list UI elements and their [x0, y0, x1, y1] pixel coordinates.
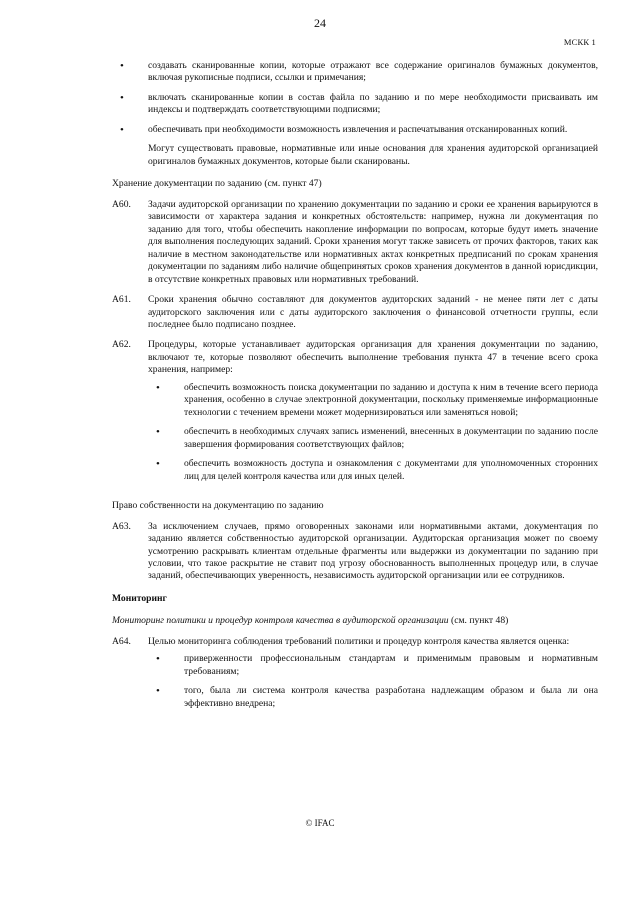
page-number: 24: [314, 16, 326, 30]
paragraph-text: Задачи аудиторской организации по хранению документации по заданию и сроки ее хранения варьируются в зависимости от характера задания и конкретных обстоятельств: например, нужна ли документация по заданию для того, чтобы обеспечить накопление информации по вопросам, которые будут иметь значение для выполнения последующих заданий. Сроки хранения могут также зависеть от прочих факторов, таких как наличие в местном законодательстве или нормативных актах конкретных предписаний по срокам хранения документации по заданиям либо наличие общепринятых сроков хранения документов в данной юрисдикции, в отсутствие конкретных правовых или нормативных требований.: [148, 198, 598, 285]
note-paragraph: Могут существовать правовые, нормативные или иные основания для хранения аудиторской организацией оригиналов бумажных документов, которые были сканированы.: [148, 143, 598, 167]
list-item: • создавать сканированные копии, которые отражают все содержание оригиналов бумажных документов, включая рукописные подписи, ссылки и примечания;: [112, 60, 598, 85]
list-item: • включать сканированные копии в состав файла по заданию и по мере необходимости присваивать им индексы и подтверждать соответствующими подписями;: [112, 92, 598, 117]
paragraph-number: А61.: [112, 294, 131, 306]
section-heading-storage: Хранение документации по заданию (см. пункт 47): [112, 178, 322, 190]
list-item: • обеспечивать при необходимости возможность извлечения и распечатывания отсканированных копий.: [112, 124, 598, 136]
paragraph-a63: [112, 521, 598, 583]
list-item: • обеспечить возможность поиска документации по заданию и доступа к ним в течение всего периода хранения, особенно в случае электронной документации, поскольку применяемые информационные технологии с течением времени может модернизироваться или заменяться новой;: [148, 382, 598, 419]
paragraph-text: Процедуры, которые устанавливает аудиторская организация для хранения документации по заданию, включают те, которые позволяют обеспечить выполнение требования пункта 47 в течение всего срока хранения, например:: [148, 339, 598, 376]
paragraph-number: А60.: [112, 198, 131, 210]
paragraph-text: Сроки хранения обычно составляют для документов аудиторских заданий - не менее пяти лет с даты аудиторского заключения или с даты аудиторского заключения о финансовой отчетности группы, если последнее было подписано позднее.: [148, 294, 598, 330]
section-heading-monitoring: Мониторинг: [112, 592, 167, 604]
list-item: • обеспечить в необходимых случаях запись изменений, внесенных в документации по заданию после завершения формирования соответствующих файлов;: [148, 426, 598, 451]
paragraph-a60: [112, 199, 598, 286]
paragraph-number: А62.: [112, 339, 131, 351]
paragraph-a62: [112, 339, 598, 490]
paragraph-number: А64.: [112, 635, 131, 647]
paragraph-text: Целью мониторинга соблюдения требований политики и процедур контроля качества является оценка:: [148, 635, 570, 647]
subheading-italic-text: Мониторинг политики и процедур контроля качества в аудиторской организации: [112, 615, 449, 627]
list-item: • того, была ли система контроля качества разработана надлежащим образом и была ли она эффективно внедрена;: [148, 685, 598, 710]
page-content: [112, 60, 598, 725]
list-item: • приверженности профессиональным стандартам и применимым правовым и нормативным требованиям;: [148, 653, 598, 678]
paragraph-body: [148, 339, 598, 490]
paragraph-text: За исключением случаев, прямо оговоренных законами или нормативными актами, документация по заданию является собственностью аудиторской организации. Аудиторская организация может по своему усмотрению раскрывать клиентам отдельные фрагменты или выдержки из документации по заданию при условии, что такое раскрытие не ставит под угрозу обоснованность выполненных процедур или, в случае заданий, обеспечивающих уверенность, независимость аудиторской организации или ее сотрудников.: [148, 520, 598, 582]
list-item: • обеспечить возможность доступа и ознакомления с документами для уполномоченных сторонних лиц для целей контроля качества или для иных целей.: [148, 458, 598, 483]
paragraph-body: [148, 636, 598, 717]
paragraph-number: А63.: [112, 520, 131, 532]
copyright-footer: © IFAC: [305, 818, 335, 828]
subheading-reference: (см. пункт 48): [448, 615, 509, 627]
section-heading-ownership: Право собственности на документацию по заданию: [112, 500, 324, 512]
document-code: МСКК 1: [563, 37, 596, 47]
subheading-monitoring: [112, 615, 598, 627]
paragraph-a64: [112, 636, 598, 717]
paragraph-a61: [112, 294, 598, 331]
